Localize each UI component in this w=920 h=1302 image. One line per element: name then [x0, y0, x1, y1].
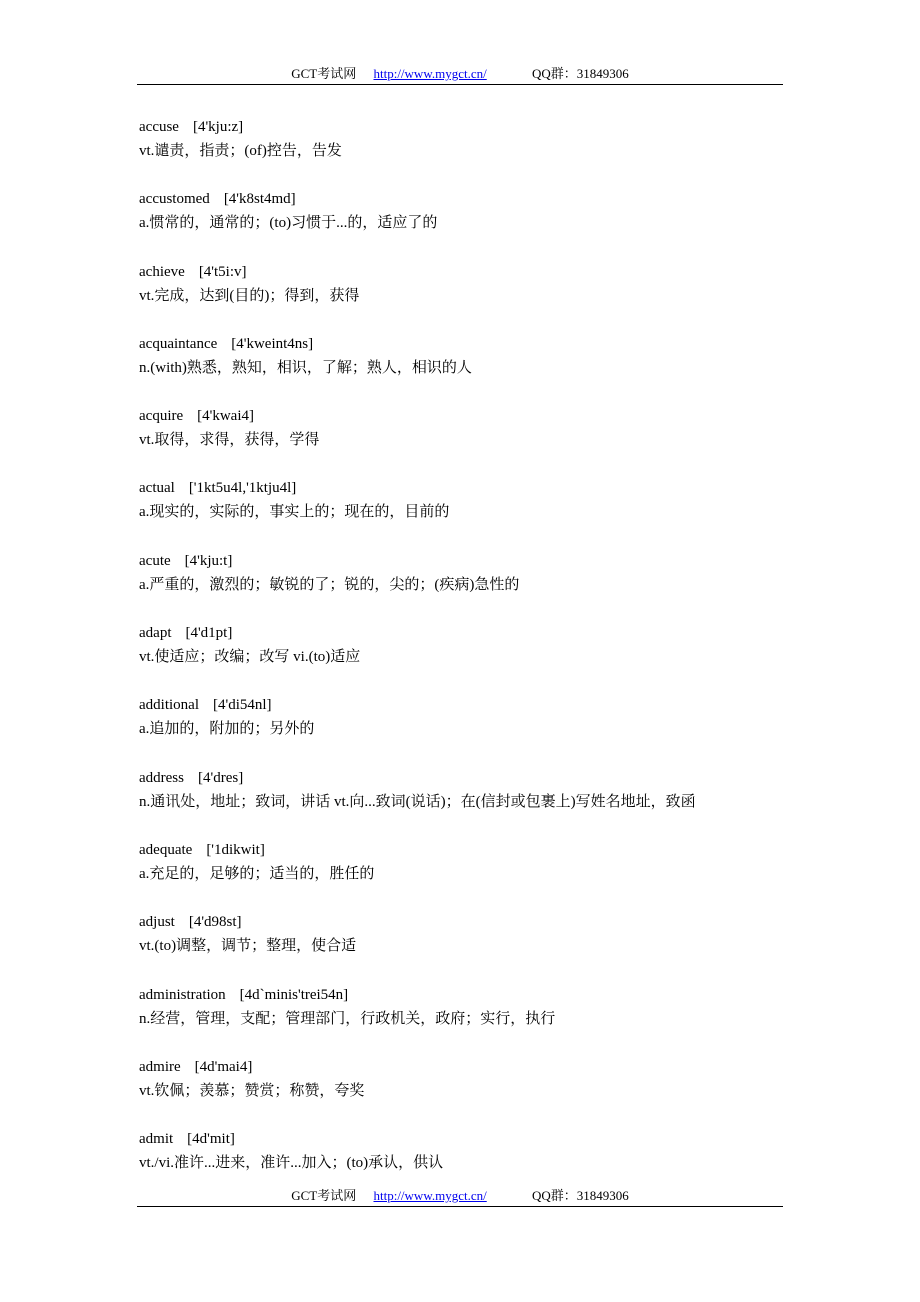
entry-headline — [139, 693, 779, 717]
entry-word: admire — [139, 1058, 181, 1075]
entry-definition: a.充足的，足够的；适当的，胜任的 — [139, 865, 375, 882]
entry-headline — [139, 332, 779, 356]
vocab-entry — [139, 549, 779, 621]
entry-headline — [139, 1055, 779, 1079]
entry-phonetic: [4'k8st4md] — [223, 191, 296, 208]
entry-word: acquire — [139, 408, 184, 425]
entry-phonetic: [4'di54nl] — [213, 697, 272, 714]
vocab-entry — [139, 766, 779, 838]
entry-headline — [139, 910, 779, 934]
vocab-entry — [139, 621, 779, 693]
vocab-entry — [139, 187, 779, 259]
entry-phonetic: [4'kweint4ns] — [231, 335, 314, 352]
header-site-name: GCT考试网 — [291, 66, 357, 81]
entry-headline — [139, 260, 779, 284]
entry-word: acquaintance — [139, 335, 218, 352]
entry-headline — [139, 983, 779, 1007]
entry-phonetic: [4d'mit] — [187, 1131, 235, 1148]
vocabulary-list — [139, 115, 779, 1199]
vocab-entry — [139, 404, 779, 476]
entry-definition: vt.取得，求得，获得，学得 — [139, 432, 320, 449]
entry-word: adapt — [139, 625, 172, 642]
entry-phonetic: [4d'mai4] — [194, 1058, 253, 1075]
entry-definition: vt./vi.准许...进来，准许...加入；(to)承认，供认 — [139, 1155, 444, 1172]
vocab-entry — [139, 260, 779, 332]
vocab-entry — [139, 476, 779, 548]
entry-phonetic: [4d`minis'trei54n] — [239, 986, 349, 1003]
entry-word: adjust — [139, 914, 175, 931]
entry-phonetic: [4'kju:t] — [184, 552, 233, 569]
header-site-link[interactable]: http://www.mygct.cn/ — [373, 66, 487, 81]
entry-definition: n.经营，管理，支配；管理部门，行政机关，政府；实行，执行 — [139, 1010, 556, 1027]
entry-word: adequate — [139, 841, 193, 858]
entry-phonetic: [4'kwai4] — [197, 408, 254, 425]
entry-definition: vt.使适应；改编；改写 vi.(to)适应 — [139, 649, 361, 666]
entry-headline — [139, 838, 779, 862]
entry-definition: n.通讯处，地址；致词，讲话 vt.向...致词(说话)；在(信封或包裹上)写姓名地址，致函 — [139, 793, 696, 810]
entry-headline — [139, 476, 779, 500]
footer-site-link[interactable]: http://www.mygct.cn/ — [373, 1188, 487, 1203]
entry-word: administration — [139, 986, 226, 1003]
entry-headline — [139, 766, 779, 790]
entry-headline — [139, 549, 779, 573]
entry-headline — [139, 621, 779, 645]
vocab-entry — [139, 983, 779, 1055]
page-footer — [137, 1188, 783, 1207]
entry-phonetic: [4'kju:z] — [192, 119, 244, 135]
entry-word: acute — [139, 552, 171, 569]
entry-word: accuse — [139, 119, 179, 135]
entry-word: address — [139, 769, 184, 786]
vocab-entry — [139, 910, 779, 982]
vocab-entry — [139, 332, 779, 404]
entry-phonetic: ['1kt5u4l,'1ktju4l] — [188, 480, 297, 497]
entry-word: admit — [139, 1131, 174, 1148]
entry-definition: vt.谴责，指责；(of)控告，告发 — [139, 143, 342, 159]
entry-phonetic: [4'd1pt] — [185, 625, 233, 642]
entry-word: accustomed — [139, 191, 210, 208]
entry-definition: vt.钦佩；羡慕；赞赏；称赞，夸奖 — [139, 1082, 365, 1099]
entry-definition: a.追加的，附加的；另外的 — [139, 721, 315, 738]
entry-headline — [139, 404, 779, 428]
entry-definition: a.现实的，实际的，事实上的；现在的，目前的 — [139, 504, 450, 521]
entry-phonetic: [4'dres] — [198, 769, 244, 786]
vocab-entry — [139, 1055, 779, 1127]
entry-word: additional — [139, 697, 199, 714]
entry-word: achieve — [139, 263, 185, 280]
vocab-entry — [139, 838, 779, 910]
entry-definition: vt.完成，达到(目的)；得到，获得 — [139, 287, 360, 304]
page-header — [137, 66, 783, 85]
entry-word: actual — [139, 480, 175, 497]
entry-phonetic: ['1dikwit] — [206, 841, 265, 858]
vocab-entry — [139, 693, 779, 765]
entry-phonetic: [4't5i:v] — [198, 263, 247, 280]
entry-definition: a.严重的，激烈的；敏锐的了；锐的，尖的；(疾病)急性的 — [139, 576, 520, 593]
entry-headline — [139, 1127, 779, 1151]
entry-headline — [139, 187, 779, 211]
entry-definition: vt.(to)调整，调节；整理，使合适 — [139, 938, 357, 955]
vocab-entry — [139, 115, 779, 187]
entry-definition: n.(with)熟悉，熟知，相识，了解；熟人，相识的人 — [139, 359, 472, 376]
entry-definition: a.惯常的，通常的；(to)习惯于...的，适应了的 — [139, 215, 438, 232]
footer-site-name: GCT考试网 — [291, 1188, 357, 1203]
entry-headline — [139, 115, 779, 139]
footer-qq-group: QQ群：31849306 — [532, 1188, 629, 1203]
header-qq-group: QQ群：31849306 — [532, 66, 629, 81]
entry-phonetic: [4'd98st] — [188, 914, 242, 931]
